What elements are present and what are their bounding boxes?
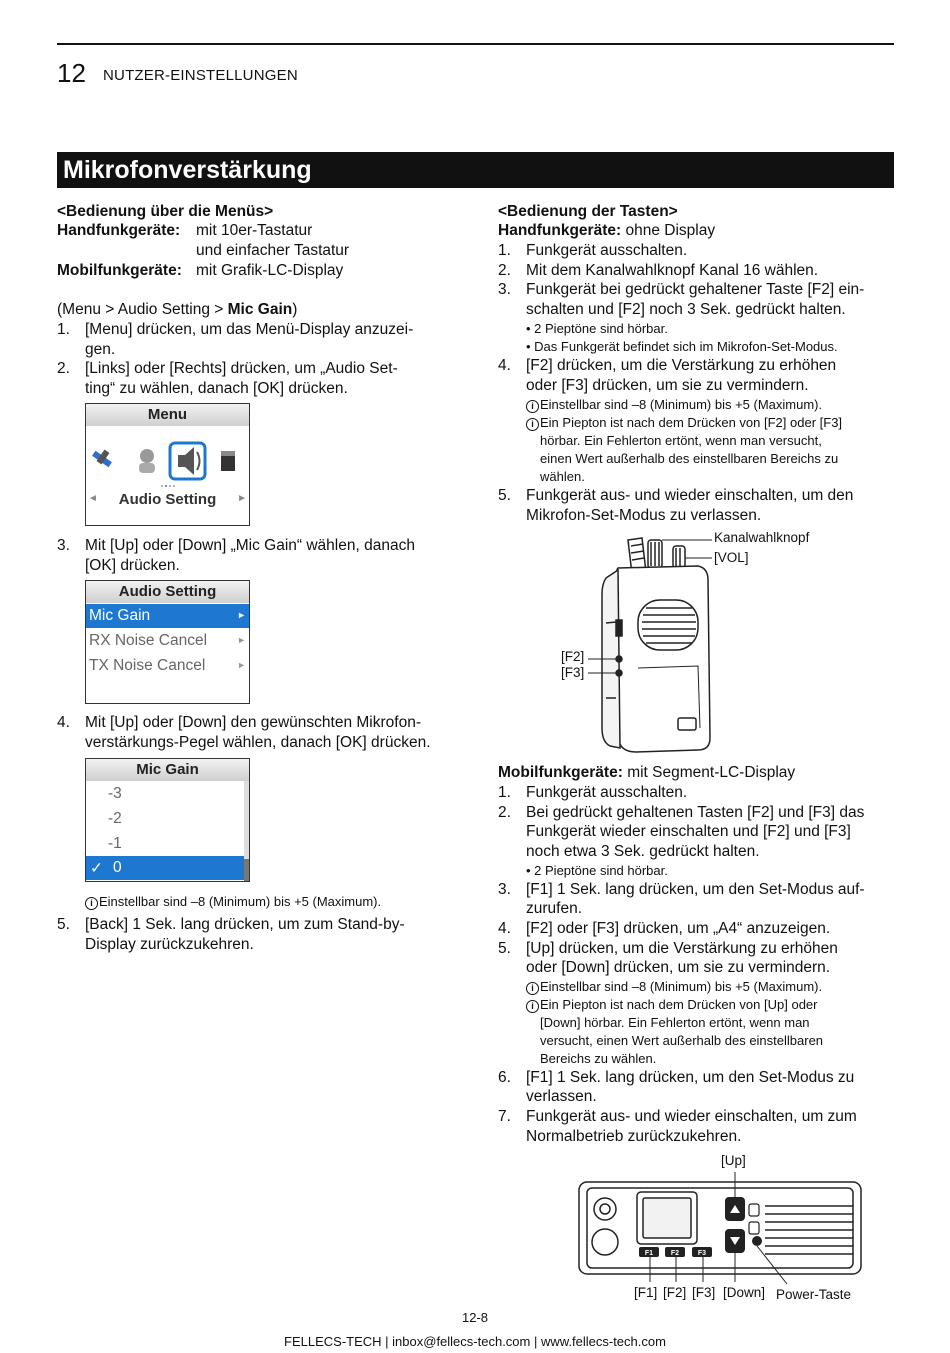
step-text: [Up] drücken, um die Verstärkung zu erhöhen bbox=[526, 940, 838, 957]
step-text: zurufen. bbox=[526, 900, 583, 917]
step-number: 2. bbox=[57, 360, 70, 377]
step-text: [F1] 1 Sek. lang drücken, um den Set-Modus zu bbox=[526, 1069, 855, 1086]
audio-item: Mic Gain bbox=[89, 607, 151, 624]
f3-key-text: F3 bbox=[697, 1250, 707, 1257]
header-rule bbox=[57, 43, 894, 45]
key-operation-heading: <Bedienung der Tasten> bbox=[498, 203, 678, 220]
vol-label: [VOL] bbox=[714, 550, 749, 565]
step-text: [OK] drücken. bbox=[85, 557, 180, 574]
mobile-radio-illustration bbox=[575, 1172, 865, 1290]
info-icon: i bbox=[526, 1000, 539, 1013]
gain-level: -1 bbox=[108, 835, 122, 852]
step-text: oder [F3] drücken, um sie zu vermindern. bbox=[526, 377, 809, 394]
scrollbar-thumb bbox=[244, 859, 249, 881]
info-icon: i bbox=[526, 982, 539, 995]
step-text: oder [Down] drücken, um sie zu vermindern. bbox=[526, 959, 831, 976]
step-text: Funkgerät bei gedrückt gehaltener Taste [F2] ein- bbox=[526, 281, 865, 298]
step-number: 4. bbox=[57, 714, 70, 731]
f1-label: [F1] bbox=[634, 1285, 658, 1300]
step-text: [F2] drücken, um die Verstärkung zu erhöhen bbox=[526, 357, 837, 374]
audio-setting-screen bbox=[85, 580, 250, 704]
menu-path-bold: Mic Gain bbox=[227, 301, 293, 318]
chapter-number: 12 bbox=[57, 58, 86, 88]
section-title: Mikrofonverstärkung bbox=[63, 156, 312, 184]
handheld-label: Handfunkgeräte: bbox=[57, 222, 181, 239]
note-text: [Down] hörbar. Ein Fehlerton ertönt, wenn man bbox=[540, 1015, 810, 1030]
step-text: Funkgerät ausschalten. bbox=[526, 242, 688, 259]
left-arrow-icon: ◄ bbox=[88, 493, 98, 504]
down-label: [Down] bbox=[723, 1285, 766, 1300]
step-text: Funkgerät ausschalten. bbox=[526, 784, 688, 801]
step-text: schalten und [F2] noch 3 Sek. gedrückt halten. bbox=[526, 301, 846, 318]
menu-icons bbox=[86, 428, 249, 488]
step-text: ting“ zu wählen, danach [OK] drücken. bbox=[85, 380, 348, 397]
step-text: [F2] oder [F3] drücken, um „A4“ anzuzeigen. bbox=[526, 920, 831, 937]
f2-label: [F2] bbox=[663, 1285, 687, 1300]
note-text: Ein Piepton ist nach dem Drücken von [Up] oder bbox=[540, 997, 818, 1012]
info-icon: i bbox=[85, 897, 98, 910]
step-number: 7. bbox=[498, 1108, 511, 1125]
step-text: noch etwa 3 Sek. gedrückt halten. bbox=[526, 843, 760, 860]
satellite-icon bbox=[92, 450, 112, 468]
audio-setting-title: Audio Setting bbox=[86, 581, 249, 603]
note-text: hörbar. Ein Fehlerton ertönt, wenn man versucht, bbox=[540, 433, 822, 448]
step-text: Normalbetrieb zurückzukehren. bbox=[526, 1128, 742, 1145]
bullet: • 2 Pieptöne sind hörbar. bbox=[526, 321, 668, 336]
mic-gain-title: Mic Gain bbox=[86, 759, 249, 781]
footer-text: FELLECS-TECH | inbox@fellecs-tech.com | www.fellecs-tech.com bbox=[284, 1334, 666, 1349]
handheld-value: mit 10er-Tastatur bbox=[196, 222, 313, 239]
step-number: 6. bbox=[498, 1069, 511, 1086]
f2-button-icon bbox=[616, 656, 622, 662]
volume-knob-icon bbox=[673, 546, 685, 568]
chapter-title: NUTZER-EINSTELLUNGEN bbox=[103, 67, 298, 84]
mobile-value: mit Grafik-LC-Display bbox=[196, 262, 344, 279]
step-number: 2. bbox=[498, 262, 511, 279]
step-number: 1. bbox=[57, 321, 70, 338]
step-text: Mit dem Kanalwahlknopf Kanal 16 wählen. bbox=[526, 262, 819, 279]
gain-level: -3 bbox=[108, 785, 122, 802]
menu-path-post: ) bbox=[292, 301, 298, 318]
note-text: Einstellbar sind –8 (Minimum) bis +5 (Maximum). bbox=[540, 979, 823, 994]
step-text: [Links] oder [Rechts] drücken, um „Audio Set- bbox=[85, 360, 398, 377]
step-number: 3. bbox=[498, 881, 511, 898]
right-arrow-icon: ► bbox=[237, 493, 247, 504]
mic-gain-screen bbox=[85, 758, 250, 882]
up-button-icon bbox=[725, 1197, 745, 1221]
handheld-line bbox=[498, 221, 715, 241]
bullet: • Das Funkgerät befindet sich im Mikrofon-Set-Modus. bbox=[526, 339, 838, 354]
submenu-arrow-icon: ► bbox=[237, 635, 246, 645]
mobile-label: Mobilfunkgeräte: bbox=[498, 764, 623, 781]
step-text: Mit [Up] oder [Down] „Mic Gain“ wählen, danach bbox=[85, 537, 415, 554]
note-text: Bereichs zu wählen. bbox=[540, 1051, 657, 1066]
bullet: • 2 Pieptöne sind hörbar. bbox=[526, 863, 668, 878]
step-number: 4. bbox=[498, 920, 511, 937]
menu-path-pre: (Menu > Audio Setting > bbox=[57, 301, 228, 318]
audio-item: TX Noise Cancel bbox=[89, 657, 206, 674]
info-icon: i bbox=[526, 400, 539, 413]
f3-label: [F3] bbox=[692, 1285, 716, 1300]
mobile-line bbox=[498, 763, 795, 783]
step-text: [Back] 1 Sek. lang drücken, um zum Stand-by- bbox=[85, 916, 405, 933]
step-number: 3. bbox=[498, 281, 511, 298]
step-text: verlassen. bbox=[526, 1088, 597, 1105]
note bbox=[526, 977, 822, 997]
step-text: [Menu] drücken, um das Menü-Display anzuzei- bbox=[85, 321, 414, 338]
menu-path bbox=[57, 300, 297, 320]
power-button-icon bbox=[752, 1236, 762, 1246]
step-text: Funkgerät aus- und wieder einschalten, um den bbox=[526, 487, 854, 504]
step-text: gen. bbox=[85, 341, 116, 358]
menu-operation-heading: <Bedienung über die Menüs> bbox=[57, 203, 274, 220]
handheld-label: Handfunkgeräte: bbox=[498, 222, 622, 239]
note-text: Einstellbar sind –8 (Minimum) bis +5 (Maximum). bbox=[540, 397, 823, 412]
step-text: [F1] 1 Sek. lang drücken, um den Set-Modus auf- bbox=[526, 881, 865, 898]
step-number: 2. bbox=[498, 804, 511, 821]
f2-label: [F2] bbox=[561, 649, 585, 664]
down-button-icon bbox=[725, 1229, 745, 1253]
sd-card-icon bbox=[221, 451, 235, 471]
person-icon bbox=[139, 449, 155, 473]
handheld-radio-illustration bbox=[558, 528, 818, 758]
note bbox=[526, 413, 842, 433]
step-number: 1. bbox=[498, 242, 511, 259]
channel-knob-label: Kanalwahlknopf bbox=[714, 530, 810, 545]
step-text: Display zurückzukehren. bbox=[85, 936, 254, 953]
mobile-value: mit Segment-LC-Display bbox=[627, 764, 796, 781]
check-icon: ✓ bbox=[90, 860, 103, 877]
gain-level: -2 bbox=[108, 810, 122, 827]
step-number: 5. bbox=[498, 940, 511, 957]
audio-item: RX Noise Cancel bbox=[89, 632, 208, 649]
step-text: Funkgerät aus- und wieder einschalten, um zum bbox=[526, 1108, 857, 1125]
step-text: verstärkungs-Pegel wählen, danach [OK] drücken. bbox=[85, 734, 431, 751]
step-number: 1. bbox=[498, 784, 511, 801]
menu-item-label: Audio Setting bbox=[118, 491, 217, 508]
note-text: versucht, einen Wert außerhalb des einstellbaren bbox=[540, 1033, 824, 1048]
note-text: Einstellbar sind –8 (Minimum) bis +5 (Maximum). bbox=[99, 894, 382, 909]
submenu-arrow-icon: ► bbox=[237, 610, 246, 620]
step-text: Bei gedrückt gehaltenen Tasten [F2] und [F3] das bbox=[526, 804, 865, 821]
selected-row bbox=[86, 856, 244, 880]
step-number: 5. bbox=[57, 916, 70, 933]
note bbox=[526, 995, 817, 1015]
step-number: 4. bbox=[498, 357, 511, 374]
handheld-value: ohne Display bbox=[625, 222, 716, 239]
step-text: Funkgerät wieder einschalten und [F2] und [F3] bbox=[526, 823, 851, 840]
f3-button-icon bbox=[616, 670, 622, 676]
step-text: Mikrofon-Set-Modus zu verlassen. bbox=[526, 507, 762, 524]
menu-screen-title: Menu bbox=[86, 404, 249, 426]
note-text: Ein Piepton ist nach dem Drücken von [F2] oder [F3] bbox=[540, 415, 843, 430]
note-text: einen Wert außerhalb des einstellbaren Bereichs zu bbox=[540, 451, 839, 466]
up-label: [Up] bbox=[721, 1153, 746, 1168]
ptt-button-icon bbox=[616, 620, 622, 636]
note bbox=[85, 892, 381, 912]
gain-level: 0 bbox=[113, 859, 122, 876]
mobile-label: Mobilfunkgeräte: bbox=[57, 262, 182, 279]
f2-key-text: F2 bbox=[670, 1250, 680, 1257]
menu-screen bbox=[85, 403, 250, 526]
page-number: 12-8 bbox=[461, 1310, 489, 1325]
f1-key-text: F1 bbox=[644, 1250, 654, 1257]
step-text: Mit [Up] oder [Down] den gewünschten Mikrofon- bbox=[85, 714, 421, 731]
submenu-arrow-icon: ► bbox=[237, 660, 246, 670]
section-title-bar bbox=[57, 152, 894, 188]
info-icon: i bbox=[526, 418, 539, 431]
step-number: 5. bbox=[498, 487, 511, 504]
note bbox=[526, 395, 822, 415]
note-text: wählen. bbox=[540, 469, 585, 484]
mobile-body-icon bbox=[579, 1182, 861, 1274]
handheld-value-2: und einfacher Tastatur bbox=[196, 242, 350, 259]
power-key-label: Power-Taste bbox=[776, 1287, 852, 1302]
f3-label: [F3] bbox=[561, 665, 585, 680]
step-number: 3. bbox=[57, 537, 70, 554]
